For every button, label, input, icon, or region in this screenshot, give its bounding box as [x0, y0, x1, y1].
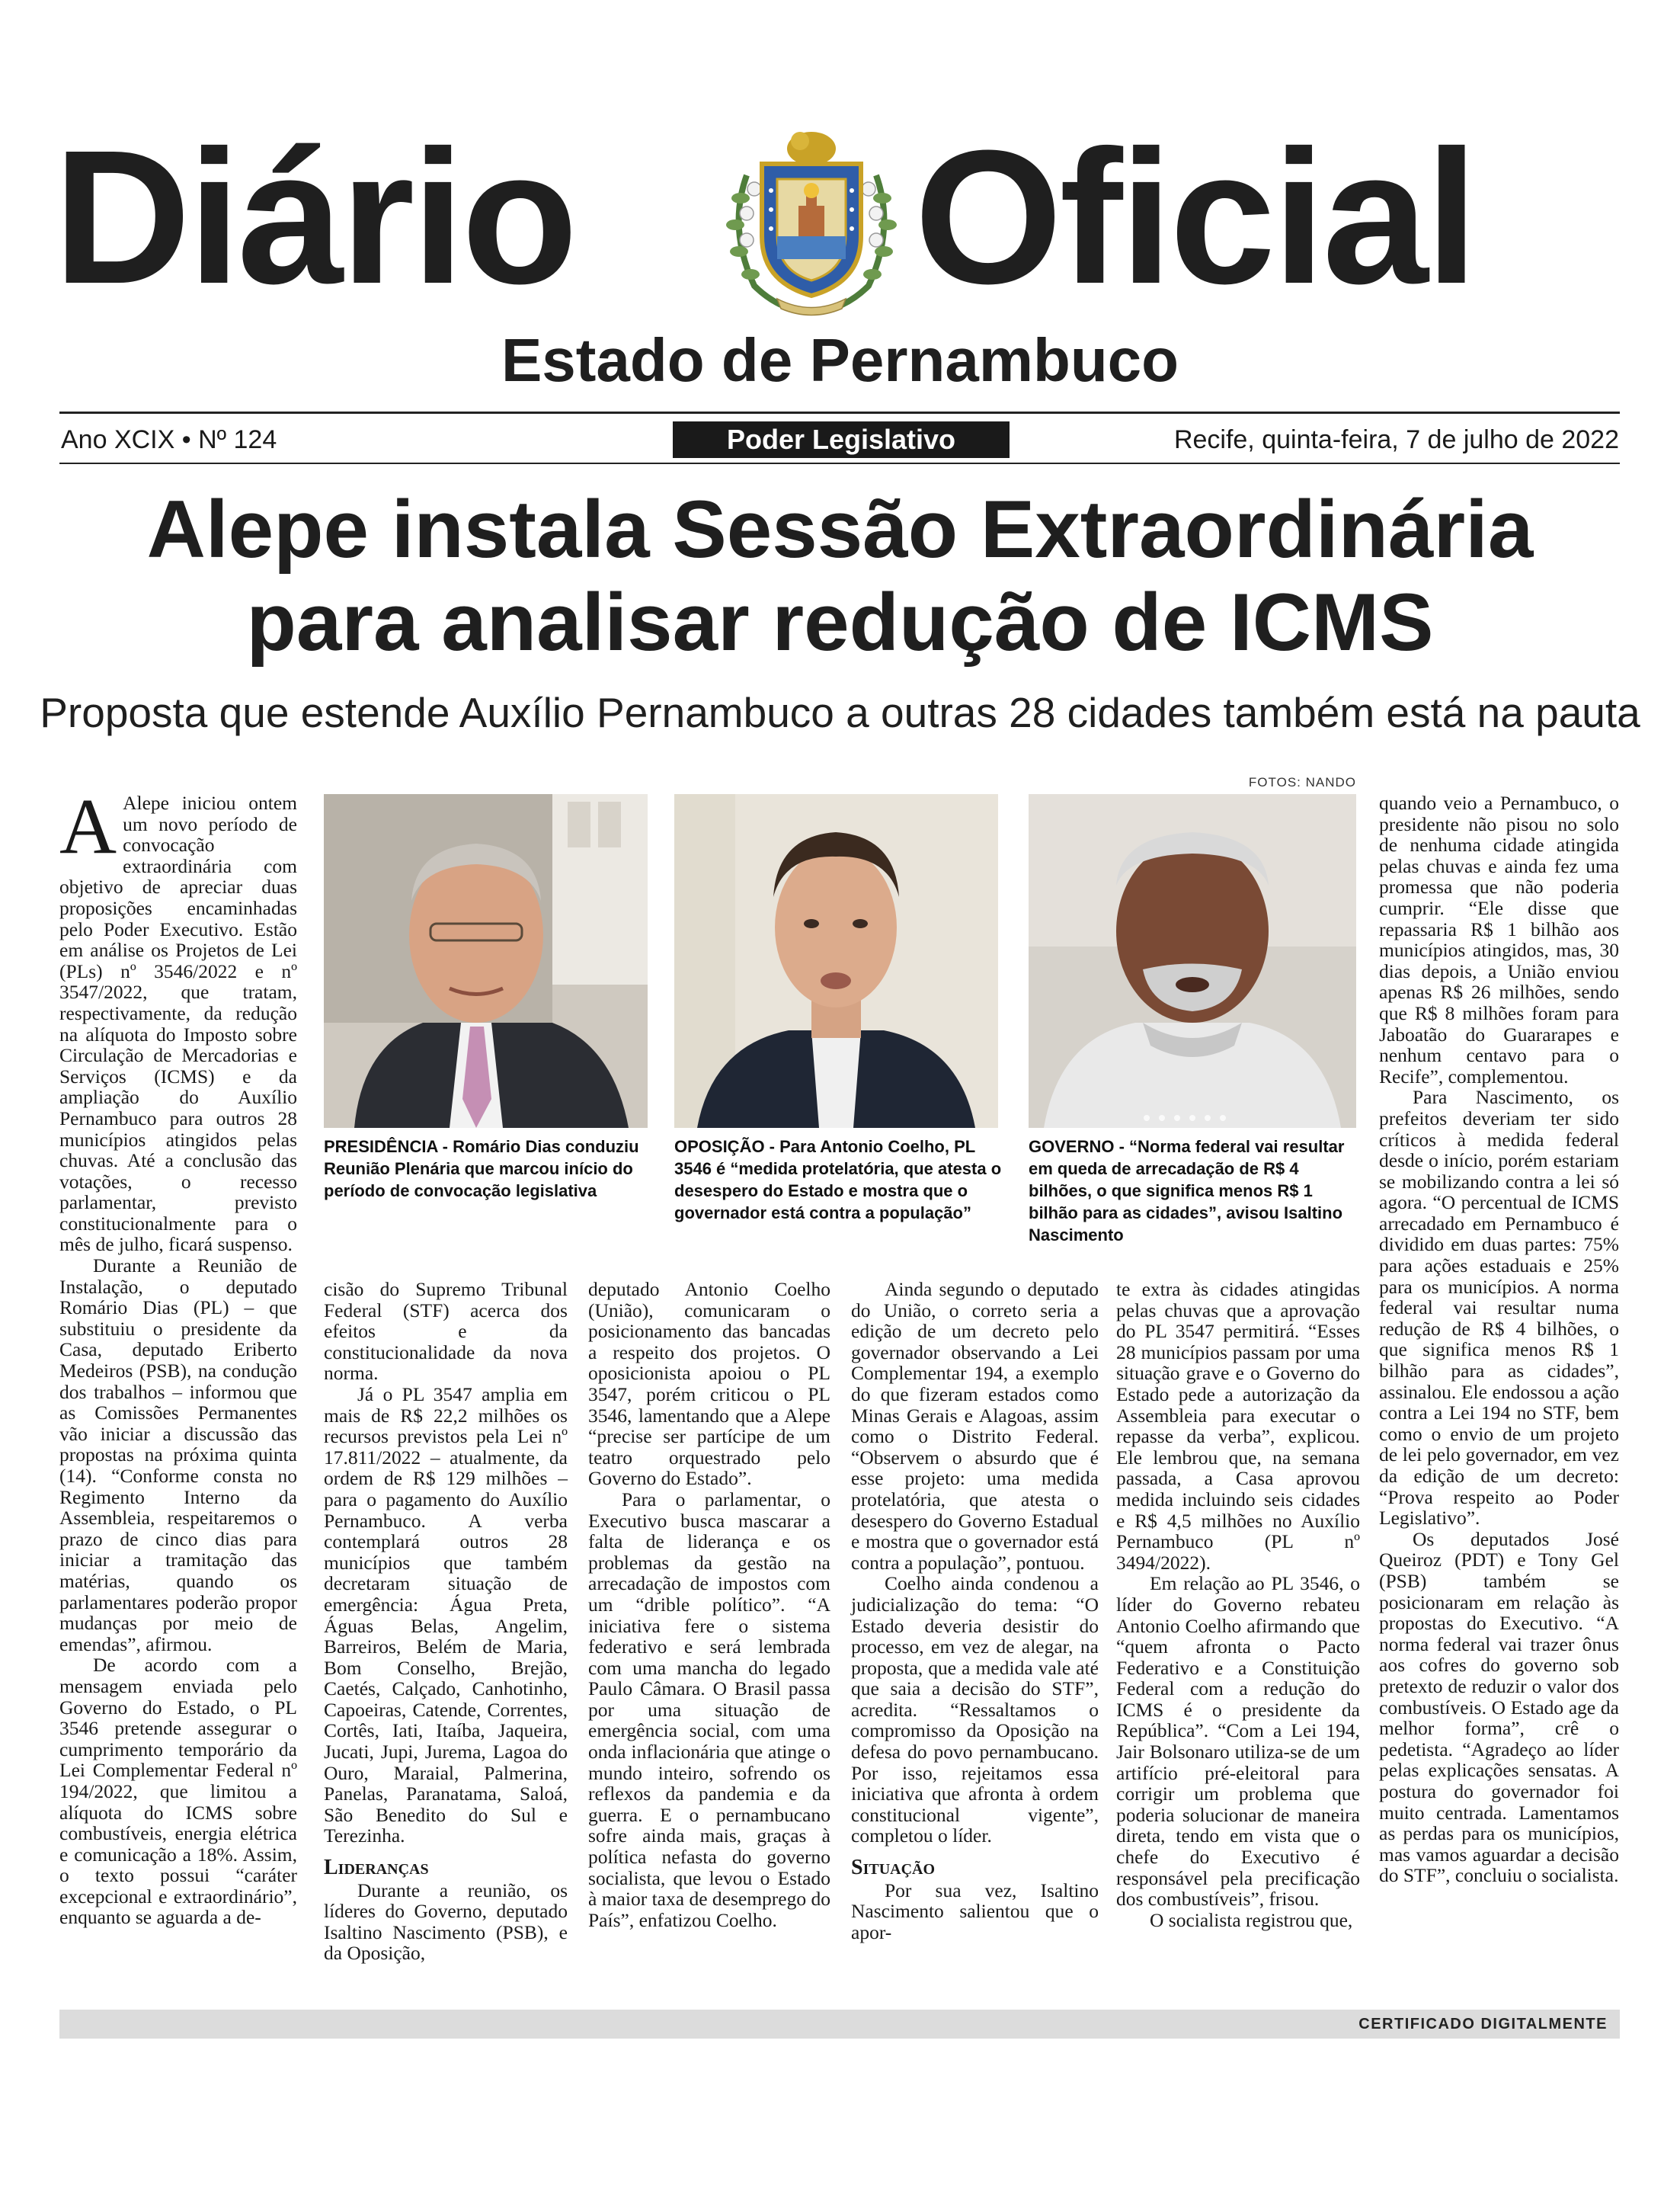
article-paragraph: Durante a reunião, os líderes do Governo, deputado Isaltino Nascimento (PSB), e da Oposição, [324, 1879, 568, 1965]
section-subheading-liderancas: Lideranças [324, 1856, 429, 1880]
article-paragraph: Por sua vez, Isaltino Nascimento salientou que o apor- [851, 1879, 1099, 1943]
headline-line-1: Alepe instala Sessão Extraordinária [146, 483, 1534, 575]
drop-cap: A [59, 783, 117, 870]
article-paragraph: O socialista registrou que, [1150, 1908, 1353, 1931]
photo-isaltino-nascimento [1029, 794, 1356, 1128]
article-paragraph: Em relação ao PL 3546, o líder do Governo rebateu Antonio Coelho afirmando que “quem afronta o Pacto Federativo e a Constituição Federal com a redução do ICMS é o presidente da República”. “Com a Lei 194, Jair Bolsonaro utiliza-se de um artifício pré-eleitoral para corrigir um problema que poderia solucionar de maneira direta, tendo em vista que o chefe do Executivo é responsável pela precificação dos combustíveis”, frisou. [1116, 1572, 1360, 1911]
dateline: Recife, quinta-feira, 7 de julho de 2022 [1173, 425, 1619, 454]
photo-caption-presidencia: PRESIDÊNCIA - Romário Dias conduziu Reunião Plenária que marcou início do período de convocação legislativa [324, 1137, 639, 1200]
photo-caption-oposicao: OPOSIÇÃO - Para Antonio Coelho, PL 3546 é “medida protelatória, que atesta o desespero do Estado e mostra que o governador está contra a população” [674, 1137, 1002, 1222]
pernambuco-coat-of-arms-icon [724, 122, 899, 320]
masthead-title-right: Oficial [914, 111, 1476, 323]
photo-antonio-coelho [674, 794, 998, 1128]
headline-line-2: para analisar redução de ICMS [246, 576, 1434, 668]
article-column-4 [851, 1279, 1099, 1943]
article-paragraph: cisão do Supremo Tribunal Federal (STF) acerca dos efeitos e da constitucionalidade da nova norma. [324, 1278, 568, 1385]
masthead-title-left: Diário [53, 111, 575, 323]
subheadline: Proposta que estende Auxílio Pernambuco a outras 28 cidades também está na pauta [40, 689, 1640, 736]
edition-number: Ano XCIX • Nº 124 [61, 425, 277, 454]
info-bar-top-rule [59, 412, 1620, 414]
article-paragraph [59, 783, 297, 1256]
photo-credit: FOTOS: NANDO [1248, 775, 1356, 790]
article-paragraph: Já o PL 3547 amplia em mais de R$ 22,2 milhões os recursos previstos pela Lei nº 17.811/2022 – atualmente, da ordem de R$ 129 milhões – para o pagamento do Auxílio Pernambuco. A verba contemplará outros 28 municípios que também decretaram situação de emergência: Água Preta, Águas Belas, Angelim, Barreiros, Belém de Maria, Bom Conselho, Brejão, Caetés, Calçado, Canhotinho, Capoeiras, Catende, Correntes, Cortês, Iati, Itaíba, Jaqueira, Jucati, Jupi, Jurema, Lagoa do Ouro, Maraial, Palmerina, Panelas, Paranatama, Saloá, São Benedito do Sul e Terezinha. [324, 1382, 568, 1847]
article-paragraph: te extra às cidades atingidas pelas chuvas que a aprovação do PL 3547 permitirá. “Esses 28 municípios passam por uma situação grave e o Governo do Estado pede a autorização da Assembleia para executar o repasse da verba”, explicou. Ele lembrou que, na semana passada, a Casa aprovou medida incluindo seis cidades e R$ 4,5 milhões no Auxílio Pernambuco (PL nº 3494/2022). [1116, 1278, 1360, 1574]
photo-romario-dias [324, 794, 648, 1128]
article-column-6 [1379, 793, 1619, 1886]
article-paragraph: Ainda segundo o deputado do União, o correto seria a edição de um decreto pelo governador observando a Lei Complementar 194, a exemplo do que fizeram estados como Minas Gerais e Alagoas, assim como o Distrito Federal. “Observem o absurdo que é esse projeto: uma medida protelatória, que atesta o desespero do Governo Estadual e mostra que o governador está contra a população”, pontuou. [851, 1278, 1099, 1574]
photo-caption-governo: GOVERNO - “Norma federal vai resultar em queda de arrecadação de R$ 4 bilhões, o que significa menos R$ 1 bilhão para as cidades”, avisou Isaltino Nascimento [1029, 1137, 1345, 1244]
digital-certification-label: CERTIFICADO DIGITALMENTE [1358, 2016, 1608, 2032]
article-paragraph: De acordo com a mensagem enviada pelo Governo do Estado, o PL 3546 pretende assegurar o cumprimento temporário da Lei Complementar Federal nº 194/2022, que limitou a alíquota do ICMS sobre combustíveis, energia elétrica e comunicação a 18%. Assim, o texto possui “caráter excepcional e extraordinário”, enquanto se aguarda a de- [59, 1654, 297, 1929]
article-paragraph: quando veio a Pernambuco, o presidente não pisou no solo de nenhuma cidade atingida pelas chuvas e ainda fez uma promessa que não poderia cumprir. “Ele disse que repassaria R$ 1 bilhão aos municípios atingidos, mas, 30 dias depois, a União enviou apenas R$ 26 milhões, sendo que R$ 8 milhões foram para Jaboatão do Guararapes e nenhum centavo para o Recife”, complementou. [1379, 792, 1619, 1087]
paragraph-text: Alepe iniciou ontem um novo período de convocação extraordinária com objetivo de apreciar duas proposições encaminhadas pelo Poder Executivo. Estão em análise os Projetos de Lei (PLs) nº 3546/2022 e nº 3547/2022, que tratam, respectivamente, da redução na alíquota do Imposto sobre Circulação de Mercadorias e Serviços (ICMS) e da ampliação do Auxílio Pernambuco para outros 28 municípios atingidos pelas chuvas. Até a conclusão das votações, o recesso parlamentar, previsto constitucionalmente para o mês de julho, ficará suspenso. [59, 792, 297, 1256]
article-paragraph: deputado Antonio Coelho (União), comunicaram o posicionamento das bancadas a respeito dos projetos. O oposicionista apoiou o PL 3547, porém criticou o PL 3546, lamentando que a Alepe “precise ser partícipe de um teatro orquestrado pelo Governo do Estado”. [588, 1278, 830, 1490]
article-paragraph: Durante a Reunião de Instalação, o deputado Romário Dias (PL) – que substituiu o presidente da Casa, deputado Eriberto Medeiros (PSB), na condução dos trabalhos – informou que as Comissões Permanentes vão iniciar a discussão das propostas na próxima quinta (14). “Conforme consta no Regimento Interno da Assembleia, respeitaremos o prazo de cinco dias para iniciar a tramitação das matérias, quando os parlamentares poderão propor mudanças por meio de emendas”, afirmou. [59, 1254, 297, 1655]
article-column-5 [1116, 1279, 1360, 1930]
section-badge: Poder Legislativo [673, 421, 1010, 458]
article-paragraph: Para o parlamentar, o Executivo busca mascarar a falta de liderança e os problemas da gestão na arrecadação de impostos com um “drible político”. “A iniciativa fere o sistema federativo e será lembrada com uma mancha do legado Paulo Câmara. O Brasil passa por uma situação de emergência social, com uma onda inflacionária que atinge o mundo inteiro, sofrendo os reflexos da pandemia e da guerra. E o pernambucano sofre ainda mais, graças à política nefasta do governo socialista, que levou o Estado à maior taxa de desemprego do País”, enfatizou Coelho. [588, 1488, 830, 1931]
article-column-2 [324, 1279, 568, 1964]
info-bar-bottom-rule [59, 463, 1620, 464]
article-paragraph: Coelho ainda condenou a judicialização do tema: “O Estado deveria desistir do processo, em vez de alegar, na proposta, que a medida vale até que saia a decisão do STF”, acredita. “Ressaltamos o compromisso da Oposição na defesa do povo pernambucano. Por isso, rejeitamos essa iniciativa que afronta à ordem constitucional vigente”, completou o líder. [851, 1572, 1099, 1847]
article-paragraph: Para Nascimento, os prefeitos deveriam ter sido críticos à medida federal desde o início, porém estariam se mobilizando contra a lei só agora. “O percentual de ICMS arrecadado em Pernambuco é dividido em duas partes: 75% para ações estaduais e 25% para os municípios. A norma federal vai resultar numa redução de R$ 4 bilhões, o que significa menos R$ 1 bilhão para as cidades”, assinalou. Ele endossou a ação contra a Lei 194 no STF, bem como o envio de um projeto de lei pelo governador, em vez da edição de um decreto: “Prova respeito ao Poder Legislativo”. [1379, 1086, 1619, 1530]
article-paragraph: Os deputados José Queiroz (PDT) e Tony Gel (PSB) também se posicionaram em relação às propostas do Executivo. “A norma federal vai trazer ônus aos cofres do governo sob pretexto de reduzir o valor dos combustíveis. O Estado age da melhor forma”, crê o pedetista. “Agradeço ao líder pelas explicações sensatas. A postura do governador foi muito centrada. Lamentamos as perdas para os municípios, mas vamos aguardar a decisão do STF”, concluiu o socialista. [1379, 1527, 1619, 1887]
masthead-subtitle: Estado de Pernambuco [501, 326, 1179, 394]
article-column-3 [588, 1279, 830, 1930]
section-subheading-situacao: Situação [851, 1856, 936, 1880]
article-column-1 [59, 783, 297, 1929]
